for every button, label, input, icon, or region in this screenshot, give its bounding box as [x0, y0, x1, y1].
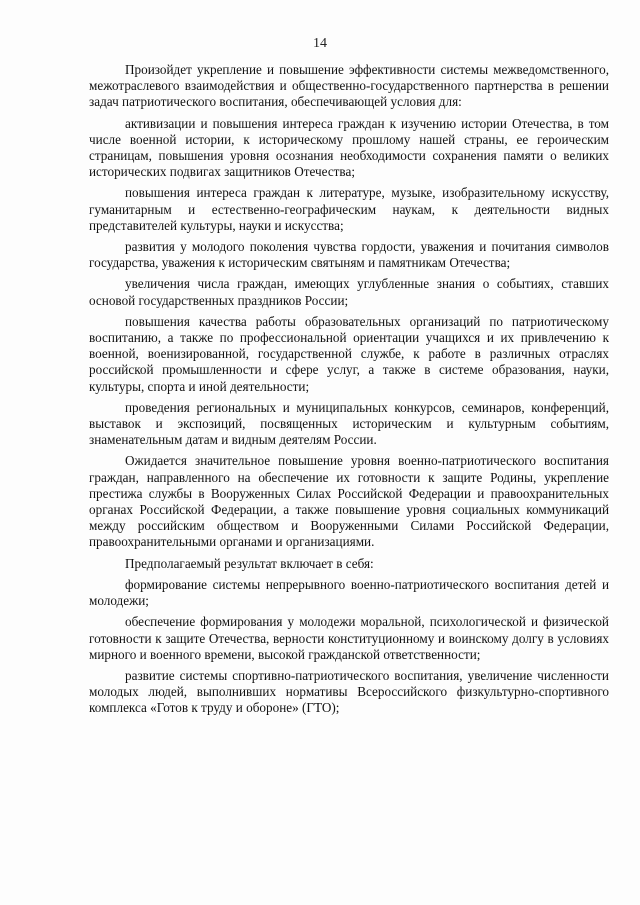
paragraph-formation-system: формирование системы непрерывного военно-патриотического воспитания детей и молодежи;: [89, 576, 609, 609]
paragraph-sport-patriotic: развитие системы спортивно-патриотического воспитания, увеличение численности молодых людей, выполнивших нормативы Всероссийского физкультурно-спортивного комплекса «Готов к труду и обороне» (ГТО);: [89, 667, 609, 716]
paragraph-contests: проведения региональных и муниципальных конкурсов, семинаров, конференций, выставок и экспозиций, посвященных историческим и культурным событиям, знаменательным датам и видным деятелям России.: [89, 399, 609, 448]
paragraph-intro: Произойдет укрепление и повышение эффективности системы межведомственного, межотраслевого взаимодействия и общественно-государственного партнерства в решении задач патриотического воспитания, обеспечивающей условия для:: [89, 62, 609, 110]
paragraph-expected-increase: Ожидается значительное повышение уровня военно-патриотического воспитания граждан, направленного на обеспечение их готовности к защите Родины, укрепление престижа службы в Вооруженных Силах Российской Федерации и правоохранительных органах Российской Федерации, а также повышение уровня социальных коммуникаций между российским обществом и Вооруженными Силами Российской Федерации, правоохранительными органами и организациями.: [89, 453, 609, 550]
paragraph-history-interest: активизации и повышения интереса граждан к изучению истории Отечества, в том числе военной истории, к историческому прошлому нашей страны, ее героическим страницам, повышения уровня осознания необходимости сохранения памяти о великих исторических подвигах защитников Отечества;: [89, 115, 609, 180]
document-body: [89, 62, 609, 717]
paragraph-education-quality: повышения качества работы образовательных организаций по патриотическому воспитанию, а также по профессиональной ориентации учащихся и их привлечению к военной, военизированной, государственной службе, к работе в различных отраслях российской промышленности и сфере услуг, а также в системе образования, науки, культуры, спорта и иной деятельности;: [89, 313, 609, 394]
paragraph-readiness: обеспечение формирования у молодежи моральной, психологической и физической готовности к защите Отечества, верности конституционному и воинскому долгу в условиях мирного и военного времени, высокой гражданской ответственности;: [89, 614, 609, 662]
paragraph-expected-result: Предполагаемый результат включает в себя:: [125, 555, 374, 571]
paragraph-holidays-knowledge: увеличения числа граждан, имеющих углубленные знания о событиях, ставших основой государственных праздников России;: [89, 276, 609, 308]
page-number: 14: [313, 36, 327, 51]
paragraph-culture-interest: повышения интереса граждан к литературе, музыке, изобразительному искусству, гуманитарным и естественно-географическим наукам, к деятельности видных представителей культуры, науки и искусства;: [89, 185, 609, 233]
paragraph-pride: развития у молодого поколения чувства гордости, уважения и почитания символов государства, уважения к историческим святыням и памятникам Отечества;: [89, 239, 609, 271]
